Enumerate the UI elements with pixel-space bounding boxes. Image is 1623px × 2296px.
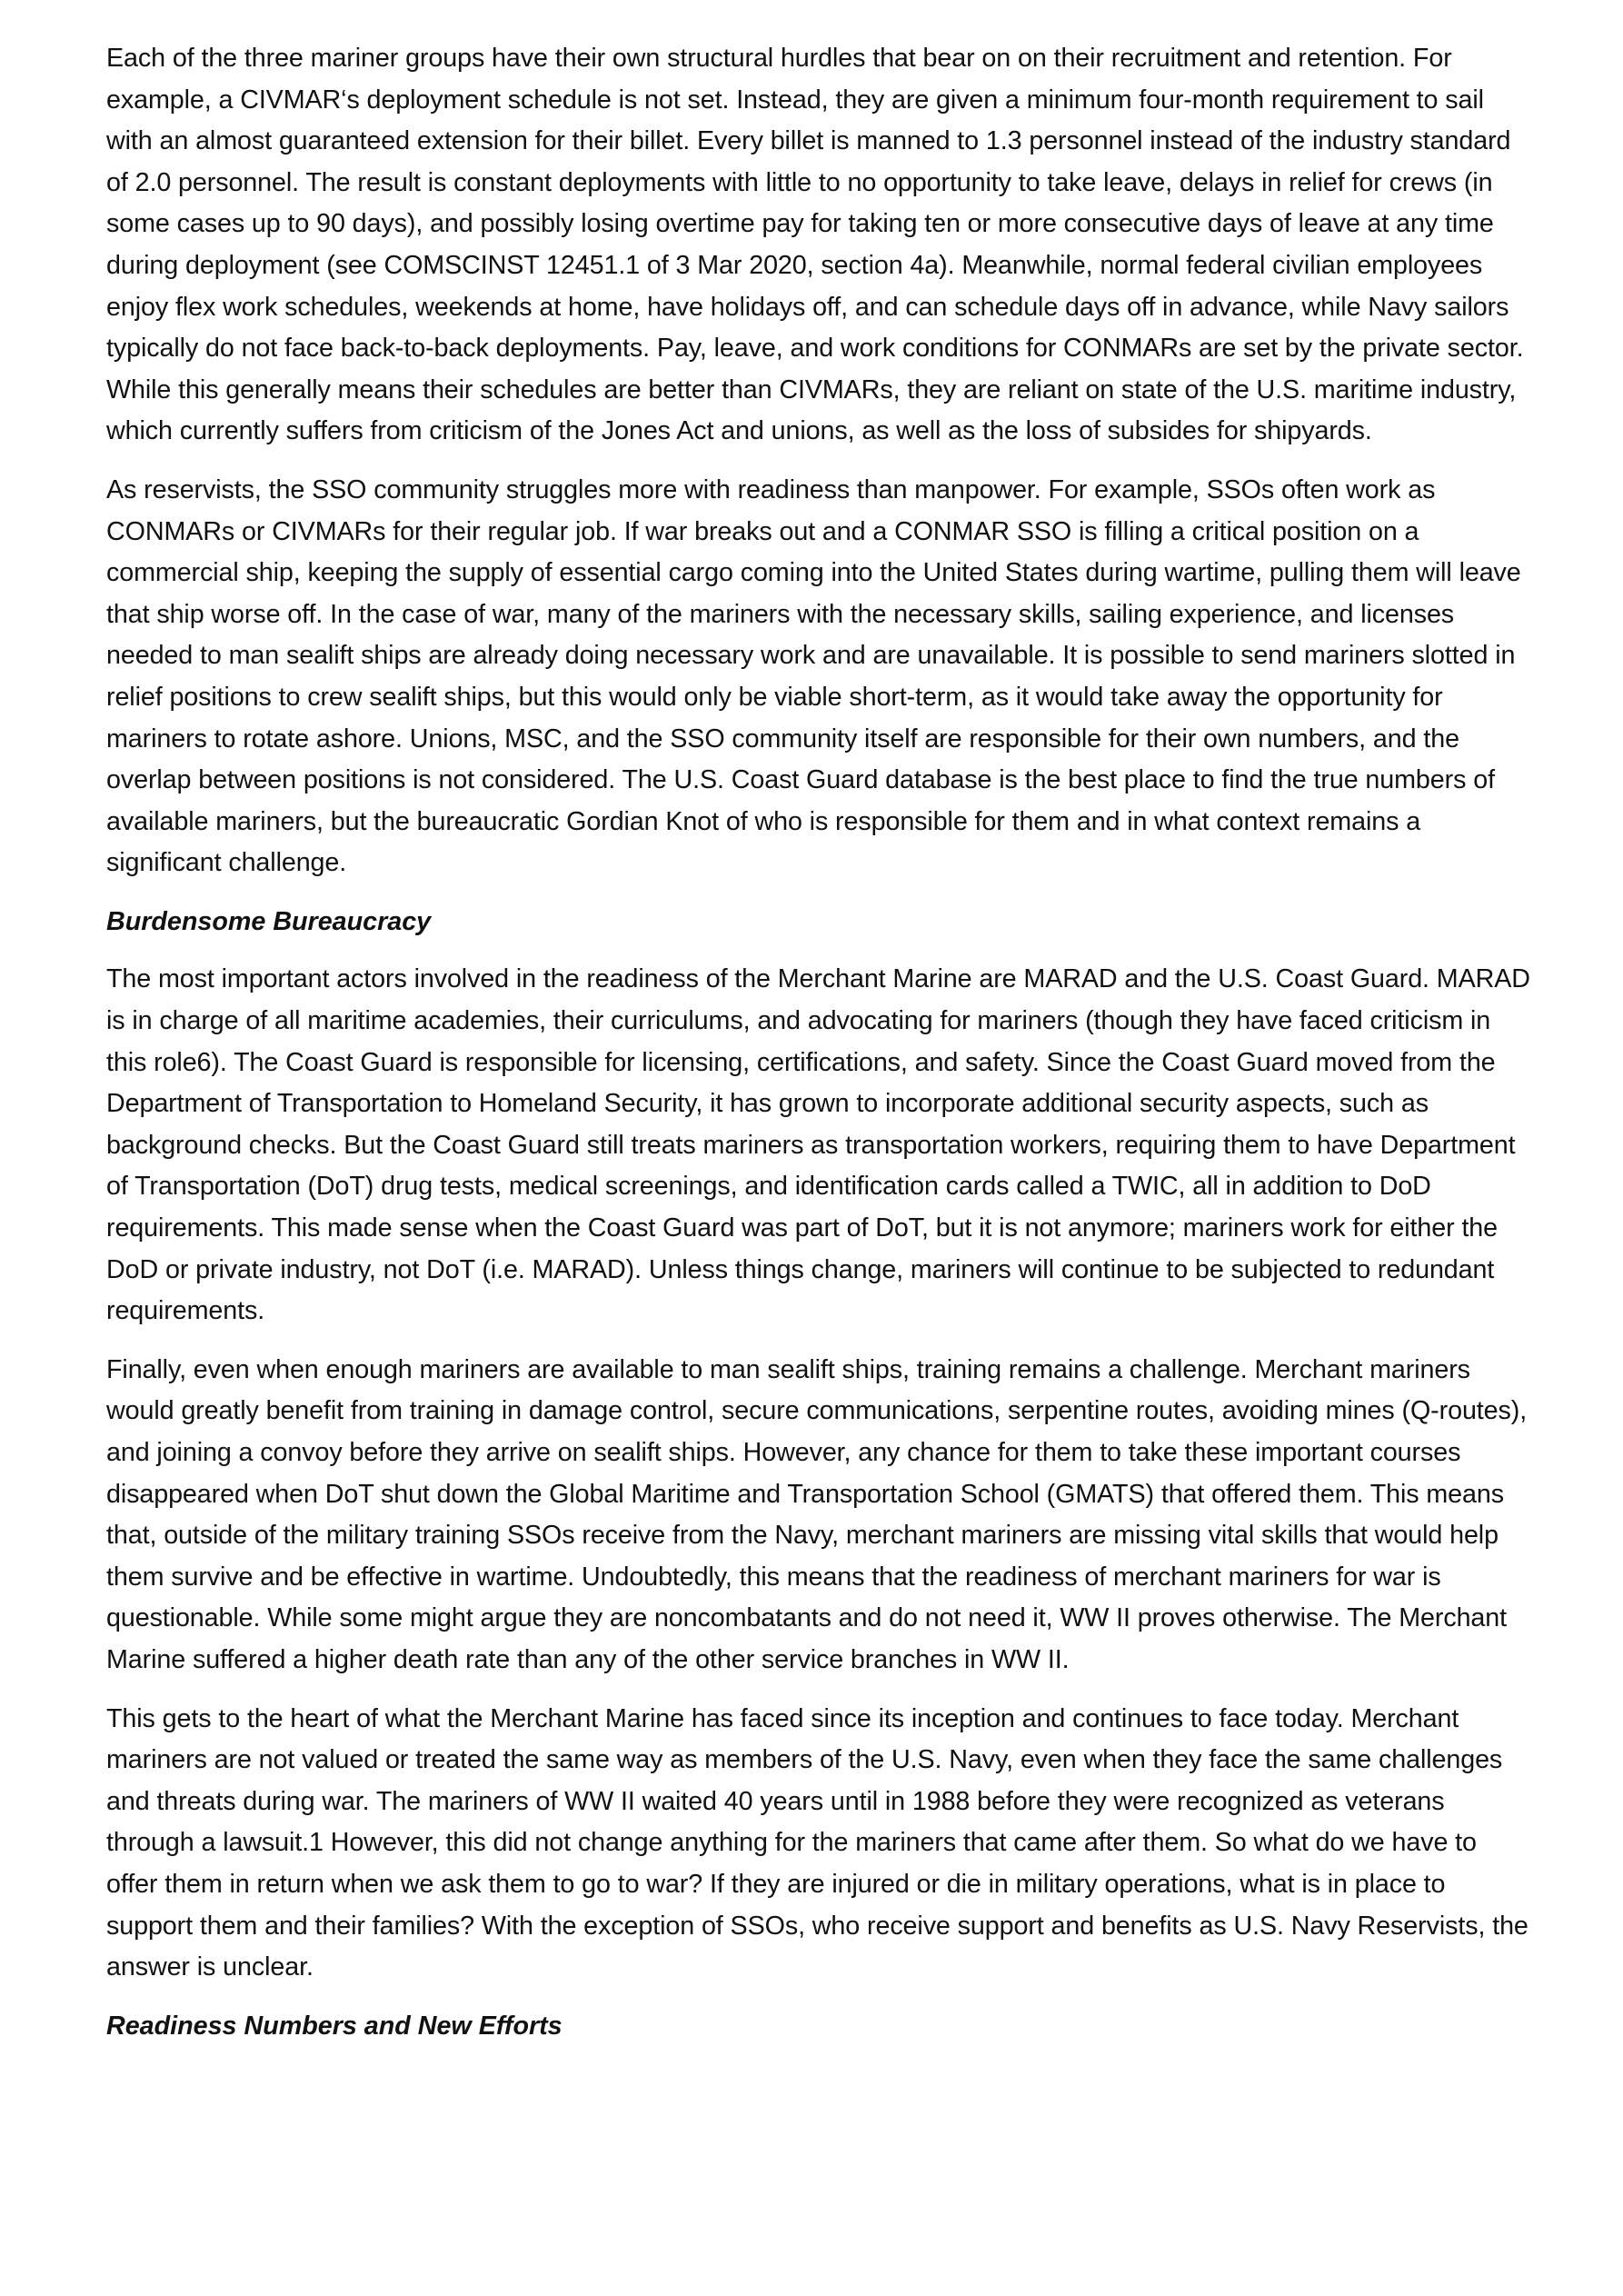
paragraph-heart-of-issue: This gets to the heart of what the Merchant Marine has faced since its inception and continues to face today. Merchant mariners are not valued or treated the same way as members of the U.S. Navy, even when they face the same challenges and threats during war. The mariners of WW II waited 40 years until in 1988 before they were recognized as veterans through a lawsuit.1 However, this did not change anything for the mariners that came after them. So what do we have to offer them in return when we ask them to go to war? If they are injured or die in military operations, what is in place to support them and their families? With the exception of SSOs, who receive support and benefits as U.S. Navy Reservists, the answer is unclear. — [106, 1703, 1528, 1982]
paragraph-training-challenge: Finally, even when enough mariners are available to man sealift ships, training remains a challenge. Merchant mariners would greatly benefit from training in damage control, secure communications, serpentine routes, avoiding mines (Q-routes), and joining a convoy before they arrive on sealift ships. However, any chance for them to take these important courses disappeared when DoT shut down the Global Maritime and Transportation School (GMATS) that offered them. This means that, outside of the military training SSOs receive from the Navy, merchant mariners are missing vital skills that would help them survive and be effective in wartime. Undoubtedly, this means that the readiness of merchant mariners for war is questionable. While some might argue they are noncombatants and do not need it, WW II proves otherwise. The Merchant Marine suffered a higher death rate than any of the other service branches in WW II. — [106, 1354, 1528, 1674]
section-heading-readiness-numbers: Readiness Numbers and New Efforts — [106, 2011, 563, 2041]
paragraph-sso-readiness: As reservists, the SSO community struggles more with readiness than manpower. For example, SSOs often work as CONMARs or CIVMARs for their regular job. If war breaks out and a CONMAR SSO is filling a critical position on a commercial ship, keeping the supply of essential cargo coming into the United States during wartime, pulling them will leave that ship worse off. In the case of war, many of the mariners with the necessary skills, sailing experience, and licenses needed to man sealift ships are already doing necessary work and are unavailable. It is possible to send mariners slotted in relief positions to crew sealift ships, but this would only be viable short-term, as it would take away the opportunity for mariners to rotate ashore. Unions, MSC, and the SSO community itself are responsible for their own numbers, and the overlap between positions is not considered. The U.S. Coast Guard database is the best place to find the true numbers of available mariners, but the bureaucratic Gordian Knot of who is responsible for them and in what context remains a significant challenge. — [106, 474, 1521, 878]
article-body — [106, 38, 1533, 2063]
section-heading-burdensome-bureaucracy: Burdensome Bureaucracy — [106, 906, 432, 936]
paragraph-mariner-hurdles: Each of the three mariner groups have their own structural hurdles that bear on on their recruitment and retention. For example, a CIVMAR‘s deployment schedule is not set. Instead, they are given a minimum four-month requirement to sail with an almost guaranteed extension for their billet. Every billet is manned to 1.3 personnel instead of the industry standard of 2.0 personnel. The result is constant deployments with little to no opportunity to take leave, delays in relief for crews (in some cases up to 90 days), and possibly losing overtime pay for taking ten or more consecutive days of leave at any time during deployment (see COMSCINST 12451.1 of 3 Mar 2020, section 4a). Meanwhile, normal federal civilian employees enjoy flex work schedules, weekends at home, have holidays off, and can schedule days off in advance, while Navy sailors typically do not face back-to-back deployments. Pay, leave, and work conditions for CONMARs are set by the private sector. While this generally means their schedules are better than CIVMARs, they are reliant on state of the U.S. maritime industry, which currently suffers from criticism of the Jones Act and unions, as well as the loss of subsides for shipyards. — [106, 44, 1524, 446]
paragraph-marad-coast-guard: The most important actors involved in the readiness of the Merchant Marine are MARAD and the U.S. Coast Guard. MARAD is in charge of all maritime academies, their curriculums, and advocating for mariners (though they have faced criticism in this role6). The Coast Guard is responsible for licensing, certifications, and safety. Since the Coast Guard moved from the Department of Transportation to Homeland Security, it has grown to incorporate additional security aspects, such as background checks. But the Coast Guard still treats mariners as transportation workers, requiring them to have Department of Transportation (DoT) drug tests, medical screenings, and identification cards called a TWIC, all in addition to DoD requirements. This made sense when the Coast Guard was part of DoT, but it is not anymore; mariners work for either the DoD or private industry, not DoT (i.e. MARAD). Unless things change, mariners will continue to be subjected to redundant requirements. — [106, 964, 1530, 1326]
